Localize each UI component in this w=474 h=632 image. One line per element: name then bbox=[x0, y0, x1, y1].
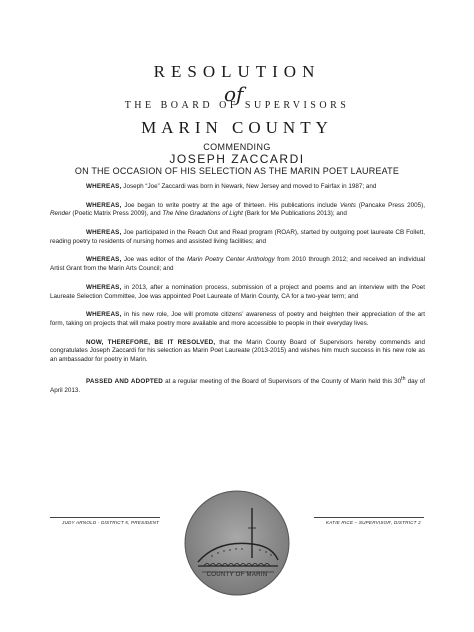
publication-title: The Nine Gradations of Light bbox=[162, 210, 243, 218]
honoree-name: JOSEPH ZACCARDI bbox=[169, 152, 305, 166]
paragraph-lead: NOW, THEREFORE, BE IT RESOLVED, bbox=[86, 338, 216, 346]
marin-civic-center-seal-icon bbox=[182, 488, 292, 598]
resolution-paragraph bbox=[50, 229, 425, 247]
resolution-paragraph bbox=[50, 183, 425, 192]
resolution-paragraph bbox=[50, 202, 425, 220]
resolution-paragraph bbox=[50, 339, 425, 366]
paragraph-text: Joseph “Joe” Zaccardi was born in Newark, New Jersey and moved to Fairfax in 1987; and bbox=[121, 183, 377, 190]
signature-name-right: KATIE RICE – SUPERVISOR, DISTRICT 2 bbox=[326, 520, 421, 525]
paragraph-text: day of April 2013. bbox=[50, 377, 425, 394]
paragraph-lead: PASSED AND ADOPTED bbox=[86, 377, 164, 385]
resolution-title: RESOLUTION bbox=[153, 62, 321, 81]
paragraph-text: (Pancake Press 2005), bbox=[355, 201, 425, 209]
resolution-paragraph bbox=[50, 284, 425, 302]
paragraph-lead: WHEREAS, bbox=[86, 283, 122, 291]
signature-name-left: JUDY ARNOLD - DISTRICT 5, PRESIDENT bbox=[62, 520, 160, 525]
seal-label: COUNTY OF MARIN bbox=[206, 572, 268, 578]
resolution-paragraph bbox=[50, 256, 425, 274]
paragraph-lead: WHEREAS, bbox=[86, 201, 122, 209]
paragraph-text: from 2010 through 2012; and received an individual Artist Grant from the Marin Arts Council; and bbox=[50, 256, 426, 273]
resolution-of-script: of bbox=[224, 82, 244, 106]
resolution-paragraph bbox=[50, 311, 425, 329]
publication-title: Render bbox=[50, 210, 71, 218]
signature-line-right bbox=[314, 517, 424, 518]
paragraph-text: th bbox=[401, 375, 406, 382]
paragraph-lead: WHEREAS, bbox=[86, 311, 122, 319]
paragraph-text: Joe participated in the Reach Out and Read program (ROAR), started by outgoing poet laureate CB Follett, reading poetry to residents of nursing homes and assisted living facilities; and bbox=[50, 228, 425, 245]
paragraph-text: (Bark for Me Publications 2013); and bbox=[242, 210, 347, 218]
paragraph-text: Joe was editor of the bbox=[121, 256, 187, 264]
publication-title: Marin Poetry Center Anthology bbox=[186, 256, 275, 264]
paragraph-text: in 2013, after a nomination process, submission of a project and poems and an interview with the Poet Laureate Selection Committee, Joe was appointed Poet Laureate of Marin County, CA for a two-year term; and bbox=[50, 283, 425, 300]
paragraph-text: (Poetic Matrix Press 2009), and bbox=[70, 210, 163, 218]
resolution-body bbox=[50, 183, 425, 405]
publication-title: Vents bbox=[340, 201, 356, 209]
signature-line-left bbox=[50, 517, 160, 518]
paragraph-text: that the Marin County Board of Supervisors hereby commends and congratulates Joseph Zaccardi for his selection as Marin Poet Laureate (2013-2015) and wishes him much success in his new role as an ambassador for poetry in Marin. bbox=[50, 338, 425, 364]
paragraph-text: at a regular meeting of the Board of Supervisors of the County of Marin held this 30 bbox=[163, 377, 402, 385]
marin-county-heading: MARIN COUNTY bbox=[141, 118, 333, 137]
paragraph-lead: WHEREAS, bbox=[86, 183, 122, 190]
occasion-line: ON THE OCCASION OF HIS SELECTION AS THE MARIN POET LAUREATE bbox=[74, 166, 400, 176]
resolution-paragraph bbox=[50, 375, 425, 396]
paragraph-lead: WHEREAS, bbox=[86, 256, 122, 264]
paragraph-text: Joe began to write poetry at the age of thirteen. His publications include bbox=[121, 201, 340, 209]
paragraph-text: in his new role, Joe will promote citizens’ awareness of poetry and heighten their appreciation of the art form, taking on projects that will make poetry more available and more accessible to people in their everyday lives. bbox=[50, 311, 425, 328]
paragraph-lead: WHEREAS, bbox=[86, 228, 122, 236]
board-of-supervisors-heading: THE BOARD OF SUPERVISORS bbox=[124, 100, 350, 111]
commending-label: COMMENDING bbox=[203, 142, 271, 152]
